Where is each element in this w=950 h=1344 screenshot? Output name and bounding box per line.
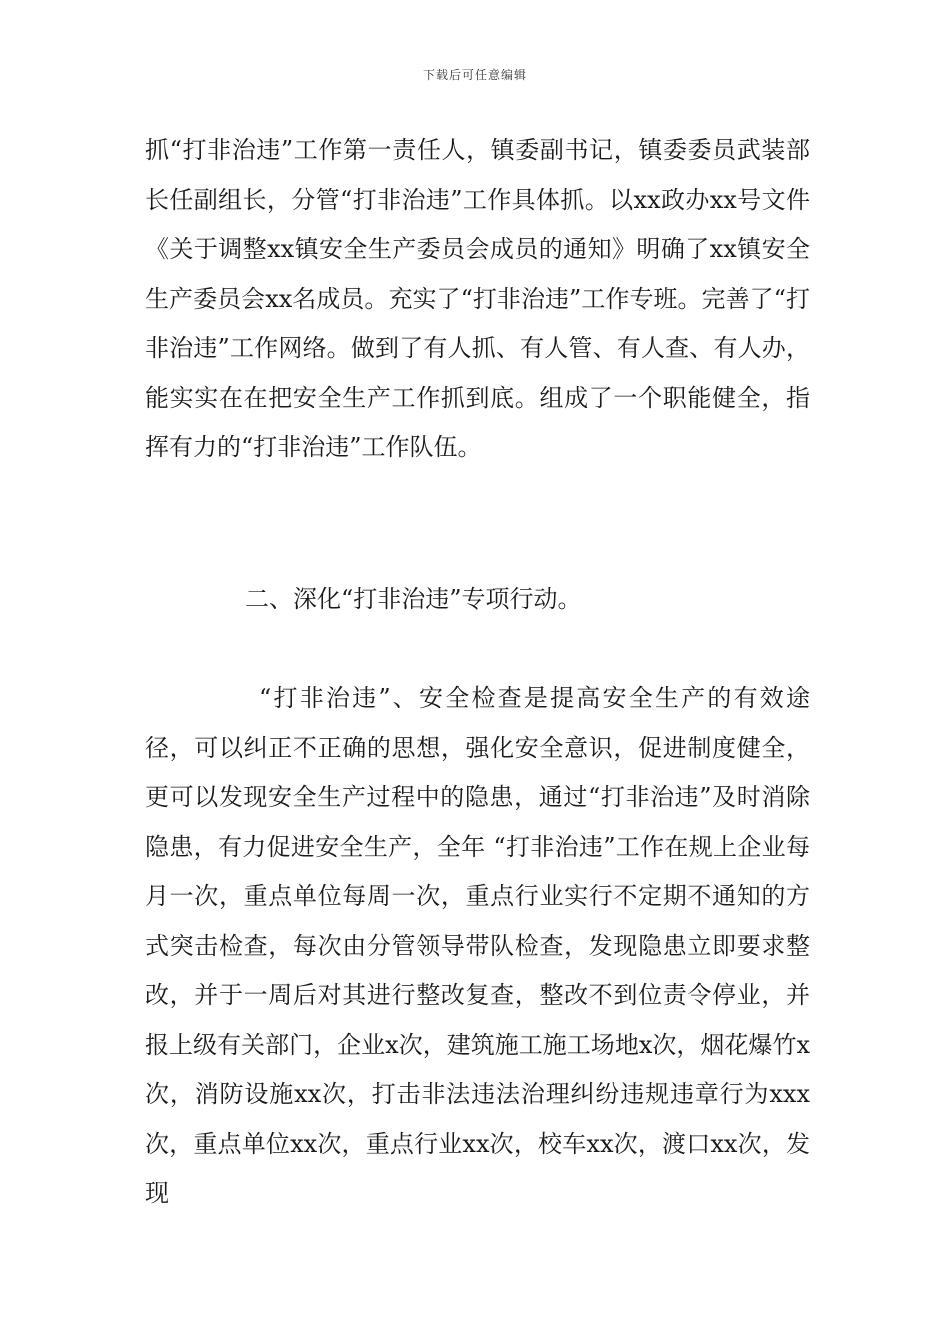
body-paragraph-2: “打非治违”、安全检查是提高安全生产的有效途径，可以纠正不正确的思想，强化安全意识，促进制度健全，更可以发现安全生产过程中的隐患，通过“打非治违”及时消除隐患，有力促进安全生产，全年 “打非治违”工作在规上企业每月一次，重点单位每周一次，重点行业实行不定期不通知的方式突击检查，每次由分管领导带队检查，发现隐患立即要求整改，并于一周后对其进行整改复查，整改不到位责令停业，并报上级有关部门，企业x次，建筑施工施工场地x次，烟花爆竹x次，消防设施xx次，打击非法违法治理纠纷违规违章行为xxx次，重点单位xx次，重点行业xx次，校车xx次，渡口xx次，发现 <box>145 684 810 1207</box>
body-paragraph-1: 抓“打非治违”工作第一责任人，镇委副书记，镇委委员武装部长任副组长，分管“打非治违”工作具体抓。以xx政办xx号文件《关于调整xx镇安全生产委员会成员的通知》明确了xx镇安全生产委员会xx名成员。充实了“打非治违”工作专班。完善了“打非治违”工作网络。做到了有人抓、有人管、有人查、有人办，能实实在在把安全生产工作抓到底。组成了一个职能健全，指挥有力的“打非治违”工作队伍。 <box>145 136 810 461</box>
section-heading: 二、深化“打非治违”专项行动。 <box>245 585 582 613</box>
page-header: 下载后可任意编辑 <box>422 68 527 82</box>
